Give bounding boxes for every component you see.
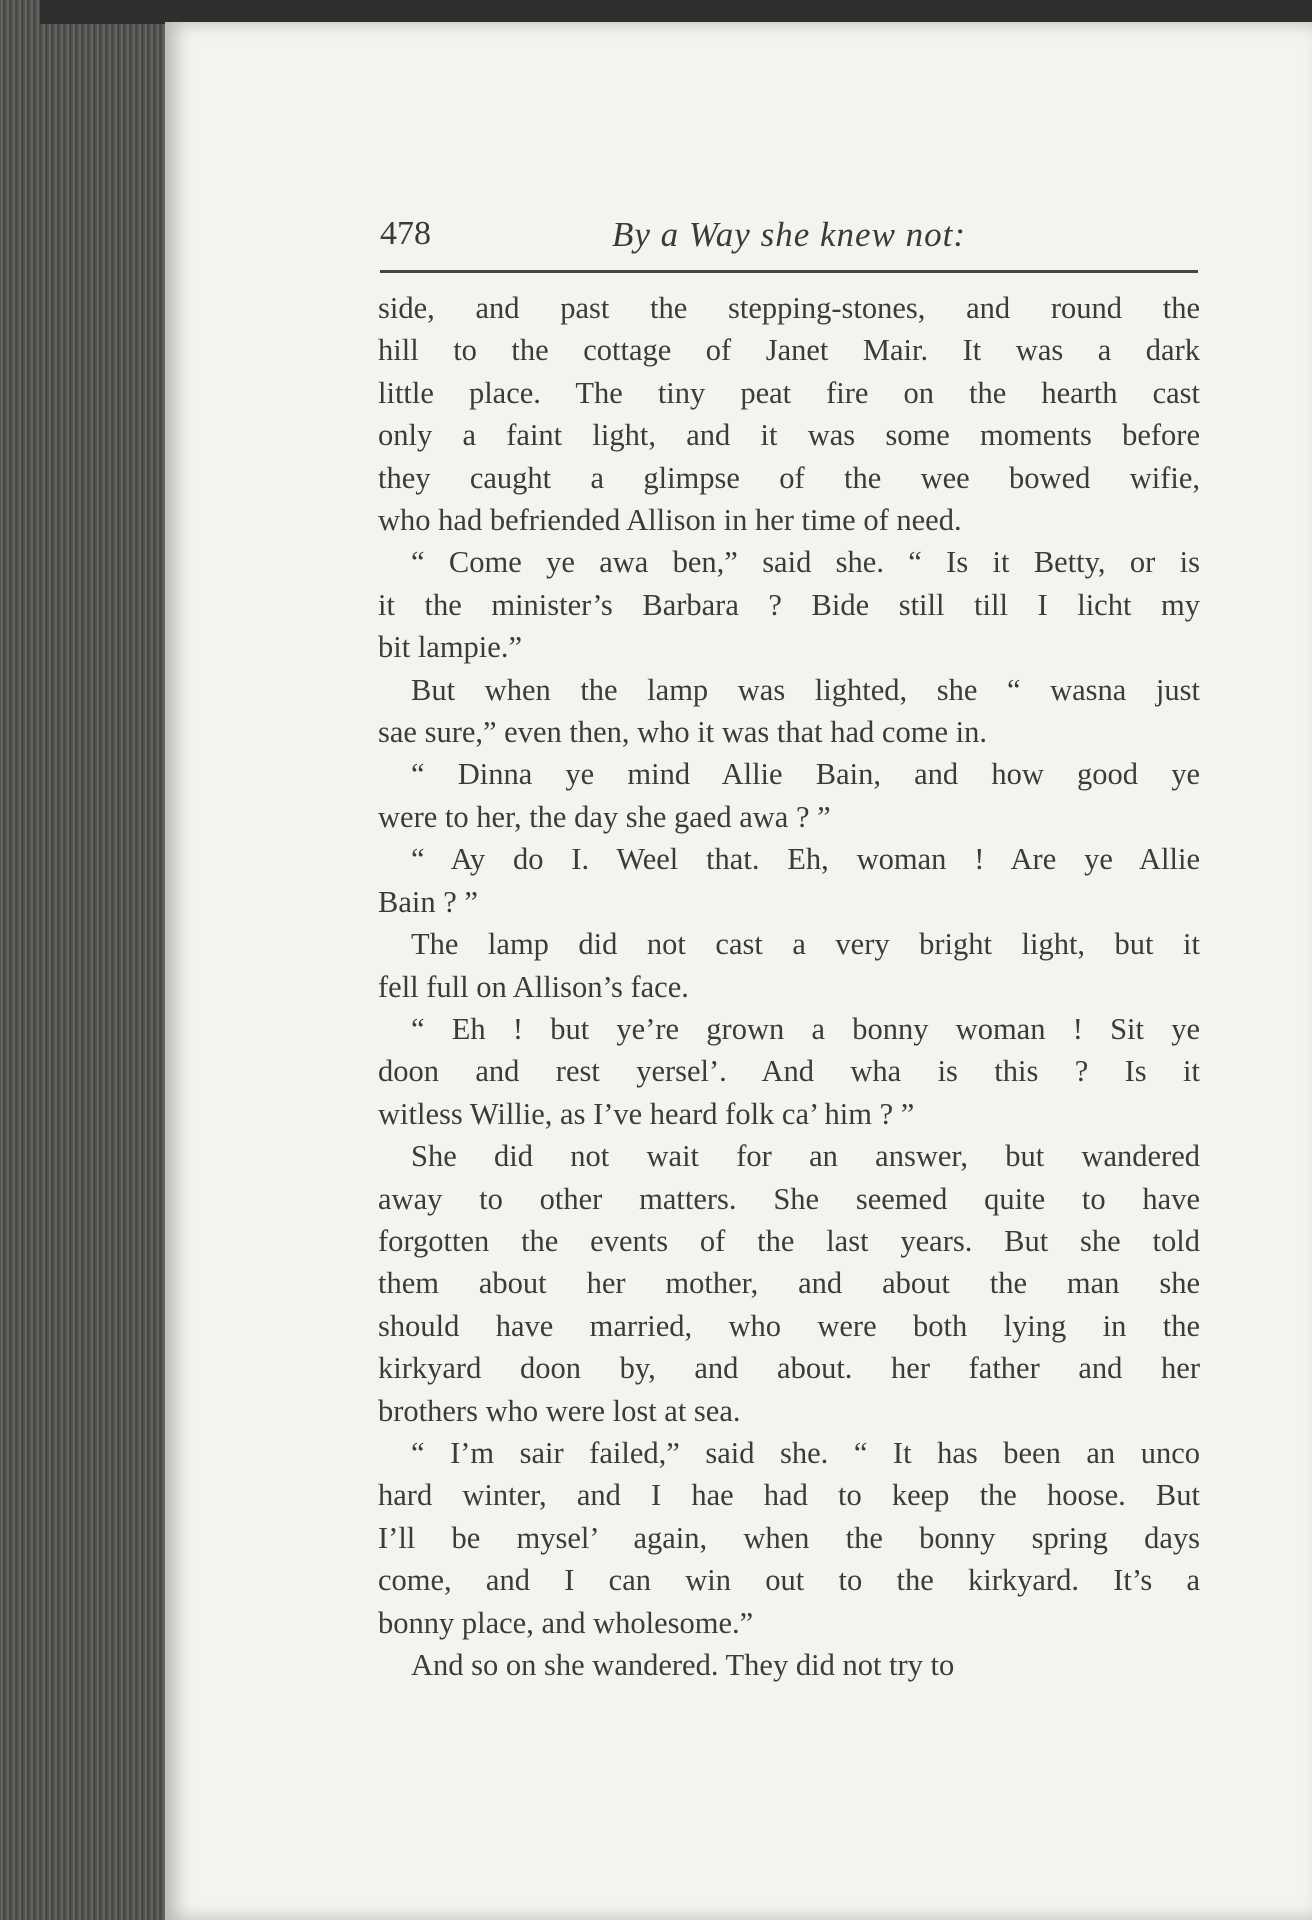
text-line: “ Ay do I. Weel that. Eh, woman ! Are ye Allie: [411, 842, 1200, 877]
text-line: it the minister’s Barbara ? Bide still till I licht my: [378, 587, 1200, 622]
text-line: bonny place, and wholesome.”: [378, 1605, 754, 1640]
paragraph: [378, 1432, 1200, 1644]
text-line: were to her, the day she gaed awa ? ”: [378, 799, 831, 834]
paragraph: [378, 838, 1200, 923]
text-line: only a faint light, and it was some moments before: [378, 418, 1200, 453]
text-line: forgotten the events of the last years. But she told: [378, 1223, 1200, 1258]
text-line: “ I’m sair failed,” said she. “ It has been an unco: [411, 1435, 1200, 1470]
text-line: hill to the cottage of Janet Mair. It was a dark: [378, 333, 1200, 368]
text-line: should have married, who were both lying in the: [378, 1308, 1200, 1343]
text-line: And so on she wandered. They did not try to: [411, 1648, 955, 1682]
text-line: The lamp did not cast a very bright light, but it: [411, 927, 1200, 962]
body-text: [378, 287, 1200, 1686]
paragraph: [378, 923, 1200, 1008]
text-line: away to other matters. She seemed quite to have: [378, 1181, 1200, 1216]
text-line: sae sure,” even then, who it was that had come in.: [378, 715, 987, 750]
paragraph: [378, 541, 1200, 668]
paragraph: [378, 1644, 1200, 1686]
text-line: Bain ? ”: [378, 884, 478, 919]
page-stack-edge: [0, 0, 175, 1920]
paragraph: [378, 1008, 1200, 1135]
text-line: little place. The tiny peat fire on the hearth cast: [378, 375, 1200, 410]
text-line: hard winter, and I hae had to keep the hoose. But: [378, 1478, 1200, 1513]
text-line: fell full on Allison’s face.: [378, 969, 689, 1004]
text-line: come, and I can win out to the kirkyard. It’s a: [378, 1563, 1200, 1598]
text-line: who had befriended Allison in her time of need.: [378, 503, 962, 538]
text-line: “ Come ye awa ben,” said she. “ Is it Betty, or is: [411, 545, 1200, 580]
paragraph: [378, 753, 1200, 838]
text-line: brothers who were lost at sea.: [378, 1393, 741, 1428]
page-number: 478: [380, 215, 431, 252]
text-line: them about her mother, and about the man she: [378, 1266, 1200, 1301]
header-rule: [380, 270, 1198, 273]
text-line: witless Willie, as I’ve heard folk ca’ him ? ”: [378, 1096, 915, 1131]
paragraph: [378, 669, 1200, 754]
text-line: “ Dinna ye mind Allie Bain, and how good ye: [411, 757, 1200, 792]
text-line: kirkyard doon by, and about. her father and her: [378, 1351, 1200, 1386]
paragraph: [378, 1135, 1200, 1432]
running-title: By a Way she knew not:: [611, 215, 967, 254]
text-line: they caught a glimpse of the wee bowed wifie,: [378, 460, 1200, 495]
text-line: bit lampie.”: [378, 630, 522, 665]
text-line: I’ll be mysel’ again, when the bonny spring days: [378, 1520, 1200, 1555]
text-line: “ Eh ! but ye’re grown a bonny woman ! Sit ye: [411, 1011, 1200, 1046]
book-top-edge: [40, 0, 1312, 24]
text-line: She did not wait for an answer, but wandered: [411, 1139, 1200, 1174]
text-line: But when the lamp was lighted, she “ wasna just: [411, 672, 1200, 707]
text-line: doon and rest yersel’. And wha is this ? Is it: [378, 1054, 1200, 1089]
text-line: side, and past the stepping-stones, and round the: [378, 291, 1200, 325]
paragraph: [378, 287, 1200, 541]
page-header: [380, 215, 1198, 265]
